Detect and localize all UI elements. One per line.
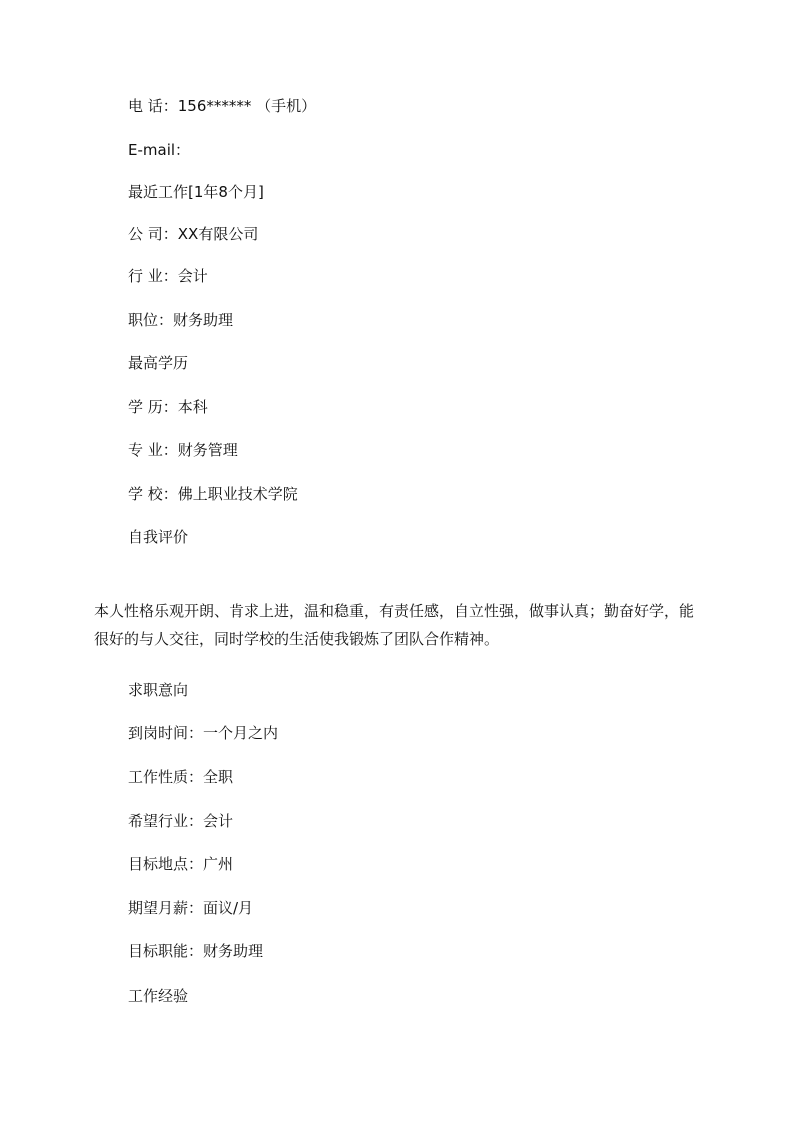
- degree-line: 学 历：本科: [128, 398, 208, 416]
- work-experience-heading: 工作经验: [128, 987, 189, 1005]
- target-location-line: 目标地点：广州: [128, 855, 234, 873]
- recent-work-heading: 最近工作[1年8个月]: [128, 183, 264, 201]
- self-evaluation-text: 本人性格乐观开朗、肯求上进，温和稳重，有责任感，自立性强，做事认真；勤奋好学，能很好的与人交往，同时学校的生活使我锻炼了团队合作精神。: [94, 602, 695, 648]
- company-line: 公 司：XX有限公司: [128, 225, 259, 243]
- job-type-line: 工作性质：全职: [128, 768, 234, 786]
- email-line: E-mail：: [128, 141, 191, 159]
- availability-line: 到岗时间：一个月之内: [128, 724, 279, 742]
- target-role-line: 目标职能：财务助理: [128, 942, 264, 960]
- major-line: 专 业：财务管理: [128, 441, 238, 459]
- phone-line: 电 话：156****** （手机）: [128, 97, 317, 115]
- self-evaluation-heading: 自我评价: [128, 528, 189, 546]
- school-line: 学 校：佛上职业技术学院: [128, 485, 298, 503]
- salary-line: 期望月薪：面议/月: [128, 899, 254, 917]
- job-intention-heading: 求职意向: [128, 681, 189, 699]
- position-line: 职位：财务助理: [128, 311, 234, 329]
- education-heading: 最高学历: [128, 354, 189, 372]
- industry-line: 行 业：会计: [128, 267, 208, 285]
- target-industry-line: 希望行业：会计: [128, 812, 234, 830]
